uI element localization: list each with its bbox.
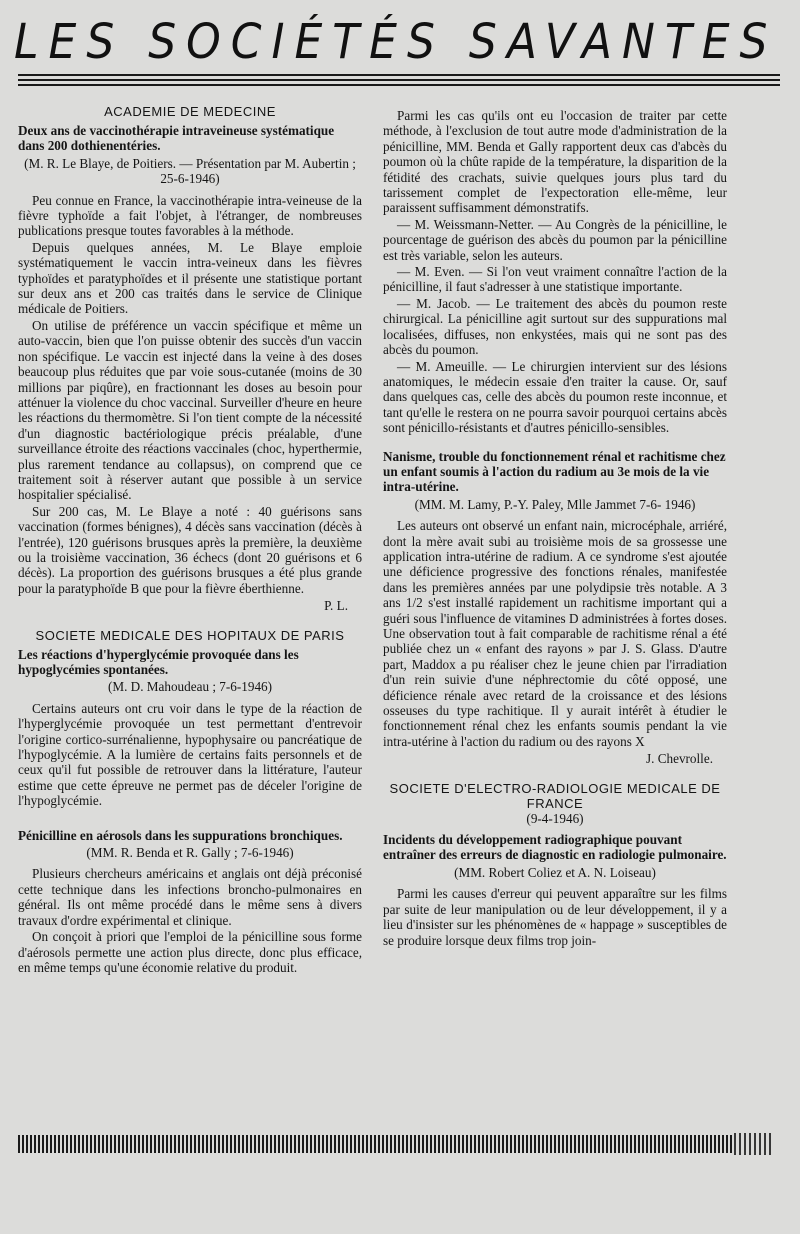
- section-heading-radiologie: SOCIETE D'ELECTRO-RADIOLOGIE MEDICALE DE FRANCE: [389, 780, 721, 811]
- paragraph: Peu connue en France, la vaccinothérapie intra-veineuse de la fièvre typhoïde a fait l'objet, à l'étranger, de nombreuses publications presque toutes favorables à la méthode.: [18, 192, 362, 239]
- masthead-title: LES SOCIÉTÉS SAVANTES: [14, 14, 778, 71]
- article-byline-nanisme: (MM. M. Lamy, P.-Y. Paley, Mlle Jammet 7-6- 1946): [414, 496, 696, 512]
- article-title-penicilline: Pénicilline en aérosols dans les suppurations bronchiques.: [18, 827, 343, 843]
- article-title-radiographique: Incidents du développement radiographique pouvant entraîner des erreurs de diagnostic en radiologie pulmonaire.: [383, 832, 727, 863]
- section-heading-hopitaux: SOCIETE MEDICALE DES HOPITAUX DE PARIS: [35, 627, 345, 643]
- paragraph: On utilise de préférence un vaccin spécifique et même un auto-vaccin, bien que l'on puisse obtenir des succès d'un vaccin non spécifique. Le vaccin est injecté dans la veine à des doses beaucoup plus réduites que par voie sous-cutanée (moins de 30 millions par piqûre), en fractionnant les doses au besoin pour atténuer la violence du choc vaccinal. Surveiller d'heure en heure les réactions du thermomètre. Si l'on tient compte de la nécessité d'un diagnostic bactériologique précis préalable, d'une surveillance étroite des réactions vaccinales (choc, hyperthermie, plus rarement tendance au collapsus), on comprend que ce traitement soit à réserver autant que possible à un service hospitalier spécialisé.: [18, 317, 362, 503]
- paragraph: Les auteurs ont observé un enfant nain, microcéphale, arriéré, dont la mère avait subi au troisième mois de sa grossesse une application intra-utérine de radium. A ce syndrome s'est ajoutée une déficience progressive des fonctions rénales, manifestée dans les premières années par une polydipsie très notable. A 3 ans 1/2 s'est installé rapidement un rachitisme important qui a guéri sous l'influence de vitamines D administrées à fortes doses. Une observation tout à fait comparable de rachitisme rénal a été publiée chez un « enfant des rayons » par J. S. Glass. D'autre part, Maddox a pu réaliser chez le jeune chien par l'irradiation d'un rein suivie d'une néphrectomie du côté opposé, une déficience rénale avec retard de la croissance et des lésions osseuses du type rachitique. Il y aurait intérêt à étudier le fonctionnement rénal chez les enfants soumis pendant la vie intra-utérine à l'action du radium ou des rayons X: [383, 518, 727, 749]
- paragraph: Depuis quelques années, M. Le Blaye emploie systématiquement le vaccin intra-veineux dans les fièvres typhoïdes et paratyphoïdes et il présente une statistique portant sur deux ans et 200 cas traités dans le service de Clinique médicale de Poitiers.: [18, 239, 362, 317]
- paragraph: Certains auteurs ont cru voir dans le type de la réaction de l'hyperglycémie provoquée un test permettant d'entrevoir l'origine cortico-surrénalienne, hypophysaire ou pancréatique de l'hypoglycémie. A la lumière de certains faits personnels et de ceux qu'il fut possible de retrouver dans la littérature, l'auteur estime que cette épreuve ne permet pas de déceler l'origine de l'hypoglycémie.: [18, 700, 362, 809]
- masthead-rules: [18, 74, 780, 89]
- article-title-nanisme: Nanisme, trouble du fonctionnement rénal et rachitisme chez un enfant soumis à l'action du radium au 3e mois de la vie intra-utérine.: [383, 448, 726, 495]
- paragraph: Plusieurs chercheurs américains et anglais ont déjà préconisé cette technique dans les infections broncho-pulmonaires en général. Ils ont même procédé dans le même sens à divers travaux d'ordre expérimental et clinique.: [18, 866, 362, 928]
- article-byline-penicilline: (MM. R. Benda et R. Gally ; 7-6-1946): [86, 845, 294, 861]
- article-byline-hyperglycemie: (M. D. Mahoudeau ; 7-6-1946): [107, 679, 273, 695]
- article-title-vaccinotherapie: Deux ans de vaccinothérapie intraveineuse systématique dans 200 dothienentéries.: [18, 123, 335, 154]
- paragraph: — M. Weissmann-Netter. — Au Congrès de la pénicilline, le pourcentage de guérison des abcès du poumon par la pénicilline est très variable, selon les auteurs.: [383, 216, 727, 263]
- article-signature: P. L.: [324, 598, 348, 614]
- paragraph: — M. Even. — Si l'on veut vraiment connaître l'action de la pénicilline, il faut s'adresser à une statistique importante.: [383, 264, 727, 295]
- article-byline-vaccinotherapie: (M. R. Le Blaye, de Poitiers. — Présentation par M. Aubertin ; 25-6-1946): [24, 155, 356, 187]
- paragraph: Parmi les causes d'erreur qui peuvent apparaître sur les films par suite de leur manipulation ou de leur développement, il y a lieu d'insister sur les phénomènes de « happage » susceptibles de se produire lorsque deux films trop join-: [383, 886, 727, 948]
- right-column: [383, 108, 727, 949]
- paragraph: On conçoit à priori que l'emploi de la pénicilline sous forme d'aérosols permette une action plus directe, donc plus efficace, en même temps qu'une économie relative du produit.: [18, 929, 362, 975]
- paragraph: — M. Ameuille. — Le chirurgien intervient sur des lésions anatomiques, le médecin essaie d'en traiter la cause. Or, sauf dans quelques cas, celle des abcès du poumon reste inconnue, et tant qu'elle le restera on ne pourra savoir pourquoi certains abcès sont pénicillo-résistants et d'autres pénicillo-sensibles.: [383, 358, 727, 436]
- paragraph: Parmi les cas qu'ils ont eu l'occasion de traiter par cette méthode, à l'exclusion de tout autre mode d'administration de la pénicilline, MM. Benda et Gally rapportent deux cas d'abcès du poumon où la chûte rapide de la température, la disparition de la fétidité des crachats, suivie quelques jours plus tard du tarissement complet de l'expectoration elle-même, leur paraissent suffisamment démonstratifs.: [383, 108, 727, 216]
- left-column: [18, 104, 362, 976]
- paragraph: Sur 200 cas, M. Le Blaye a noté : 40 guérisons sans vaccination (formes bénignes), 4 décès sans vaccination (décès à l'entrée), 120 guérisons brusques après la première, la deuxième ou la troisième vaccination, 36 échecs (dont 20 guérisons et 6 décès). La proportion des guérisons brusques a été plus grande pour la paratyphoïde B que pour la fièvre éberthienne.: [18, 503, 362, 596]
- section-heading-academie: ACADEMIE DE MEDECINE: [104, 104, 276, 119]
- bottom-decorative-rule: [18, 1135, 734, 1153]
- bottom-decorative-rule-end: [734, 1133, 774, 1155]
- article-byline-radiographique: (MM. Robert Coliez et A. N. Loiseau): [454, 864, 656, 880]
- section-date: (9-4-1946): [526, 810, 584, 826]
- paragraph: — M. Jacob. — Le traitement des abcès du poumon reste chirurgical. La pénicilline agit surtout sur des suppurations mal localisées, diffuses, non enkystées, mais qui ne sont pas des abcès du poumon.: [383, 295, 727, 358]
- article-signature: J. Chevrolle.: [645, 751, 713, 767]
- article-title-hyperglycemie: Les réactions d'hyperglycémie provoquée dans les hypoglycémies spontanées.: [18, 646, 299, 677]
